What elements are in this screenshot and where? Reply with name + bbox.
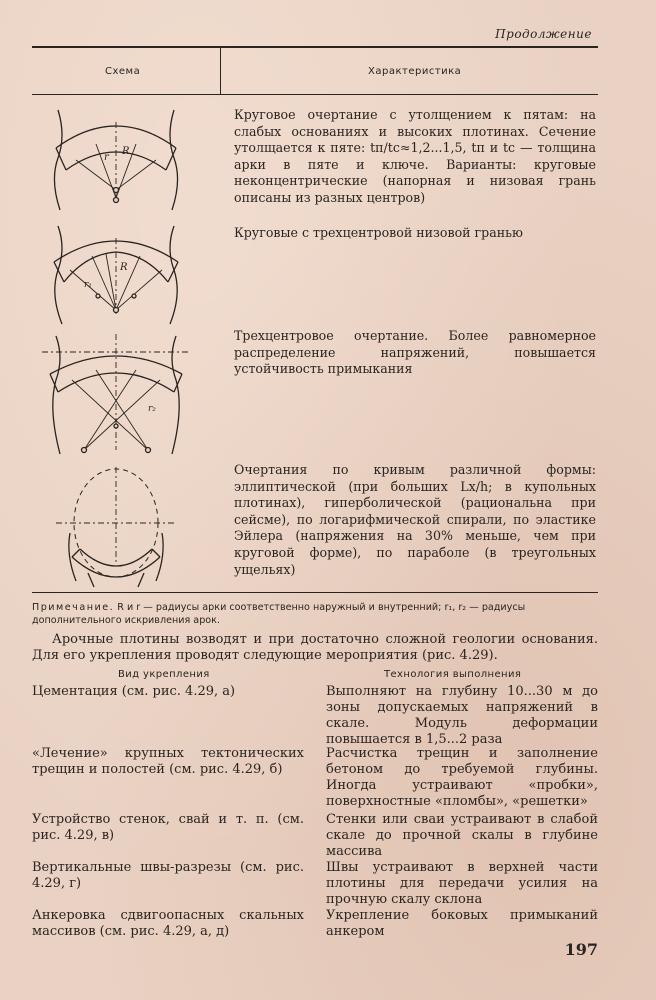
table-header-rule	[32, 94, 598, 95]
schema-3-diagram	[36, 330, 196, 460]
table2-row-4-type: Вертикальные швы-разрезы (см. рис. 4.29, г)	[32, 860, 304, 891]
schema-1-text: Круговое очертание с утолщением к пятам: на слабых основаниях и высоких плотинах. Сечение утолщается к пяте: tп/tс≈1,2...1,5, tп и tс — толщина арки в пяте и ключе. Варианты: круговые неконцентрические (напорная и низовая грань описаны из разных центров)	[234, 107, 596, 205]
table2-row-2-type: «Лечение» крупных тектонических трещин и полостей (см. рис. 4.29, б)	[32, 746, 304, 777]
table2-row-3-tech: Стенки или сваи устраивают в слабой скале до прочной скалы в глубине массива	[326, 812, 598, 859]
table2-row-1-tech: Выполняют на глубину 10...30 м до зоны допускаемых напряжений в скале. Модуль деформации повышается в 1,5...2 раза	[326, 684, 598, 747]
schema-1-label-r: r	[104, 152, 109, 163]
body-paragraph: Арочные плотины возводят и при достаточно сложной геологии основания. Для его укрепления проводят следующие мероприятия (рис. 4.29).	[32, 632, 598, 663]
page-number: 197	[564, 940, 598, 959]
schema-2-label-R: R	[120, 262, 128, 273]
note-text: R и r — радиусы арки соответственно наружный и внутренний; r₁, r₂ — радиусы дополнительного искривления арок.	[32, 602, 526, 626]
table2-row-5-tech: Укрепление боковых примыканий анкером	[326, 908, 598, 939]
schema-1-diagram	[36, 100, 196, 212]
schema-4-text: Очертания по кривым различной формы: эллиптической (при больших Lх/h; в купольных плотинах), гиперболической (рациональна при сейсме), по логарифмической спирали, по эластике Эйлера (напряжения на 30% меньше, чем при круговой форме), по параболе (в треугольных ущельях)	[234, 462, 596, 577]
schema-2-label-r1: r₁	[84, 280, 92, 290]
header-characteristic: Характеристика	[368, 66, 462, 77]
table2-row-5-type: Анкеровка сдвигоопасных скальных массивов (см. рис. 4.29, а, д)	[32, 908, 304, 939]
header-schema: Схема	[105, 66, 141, 77]
schema-4-diagram	[36, 465, 196, 593]
table-column-divider	[220, 46, 221, 94]
table-note	[32, 601, 598, 627]
schema-3-label-r2: r₂	[148, 404, 156, 414]
schema-1-label-R: R	[122, 146, 130, 157]
table2-row-4-tech: Швы устраивают в верхней части плотины для передачи усилия на прочную скалу склона	[326, 860, 598, 907]
table-top-rule	[32, 46, 598, 48]
table2-row-2-tech: Расчистка трещин и заполнение бетоном до требуемой глубины. Иногда устраивают «пробки», поверхностные «пломбы», «решетки»	[326, 746, 598, 809]
schema-2-diagram	[36, 218, 196, 330]
table-bottom-rule	[32, 592, 598, 593]
continued-label: Продолжение	[495, 27, 592, 41]
table2-row-3-type: Устройство стенок, свай и т. п. (см. рис. 4.29, в)	[32, 812, 304, 843]
table2-row-1-type: Цементация (см. рис. 4.29, а)	[32, 684, 236, 699]
note-label: Примечание.	[32, 602, 115, 613]
table2-header-type: Вид укрепления	[118, 669, 210, 680]
schema-3-text: Трехцентровое очертание. Более равномерное распределение напряжений, повышается устойчивость примыкания	[234, 328, 596, 377]
table2-header-tech: Технология выполнения	[384, 669, 522, 680]
schema-2-text: Круговые с трехцентровой низовой гранью	[234, 225, 523, 240]
